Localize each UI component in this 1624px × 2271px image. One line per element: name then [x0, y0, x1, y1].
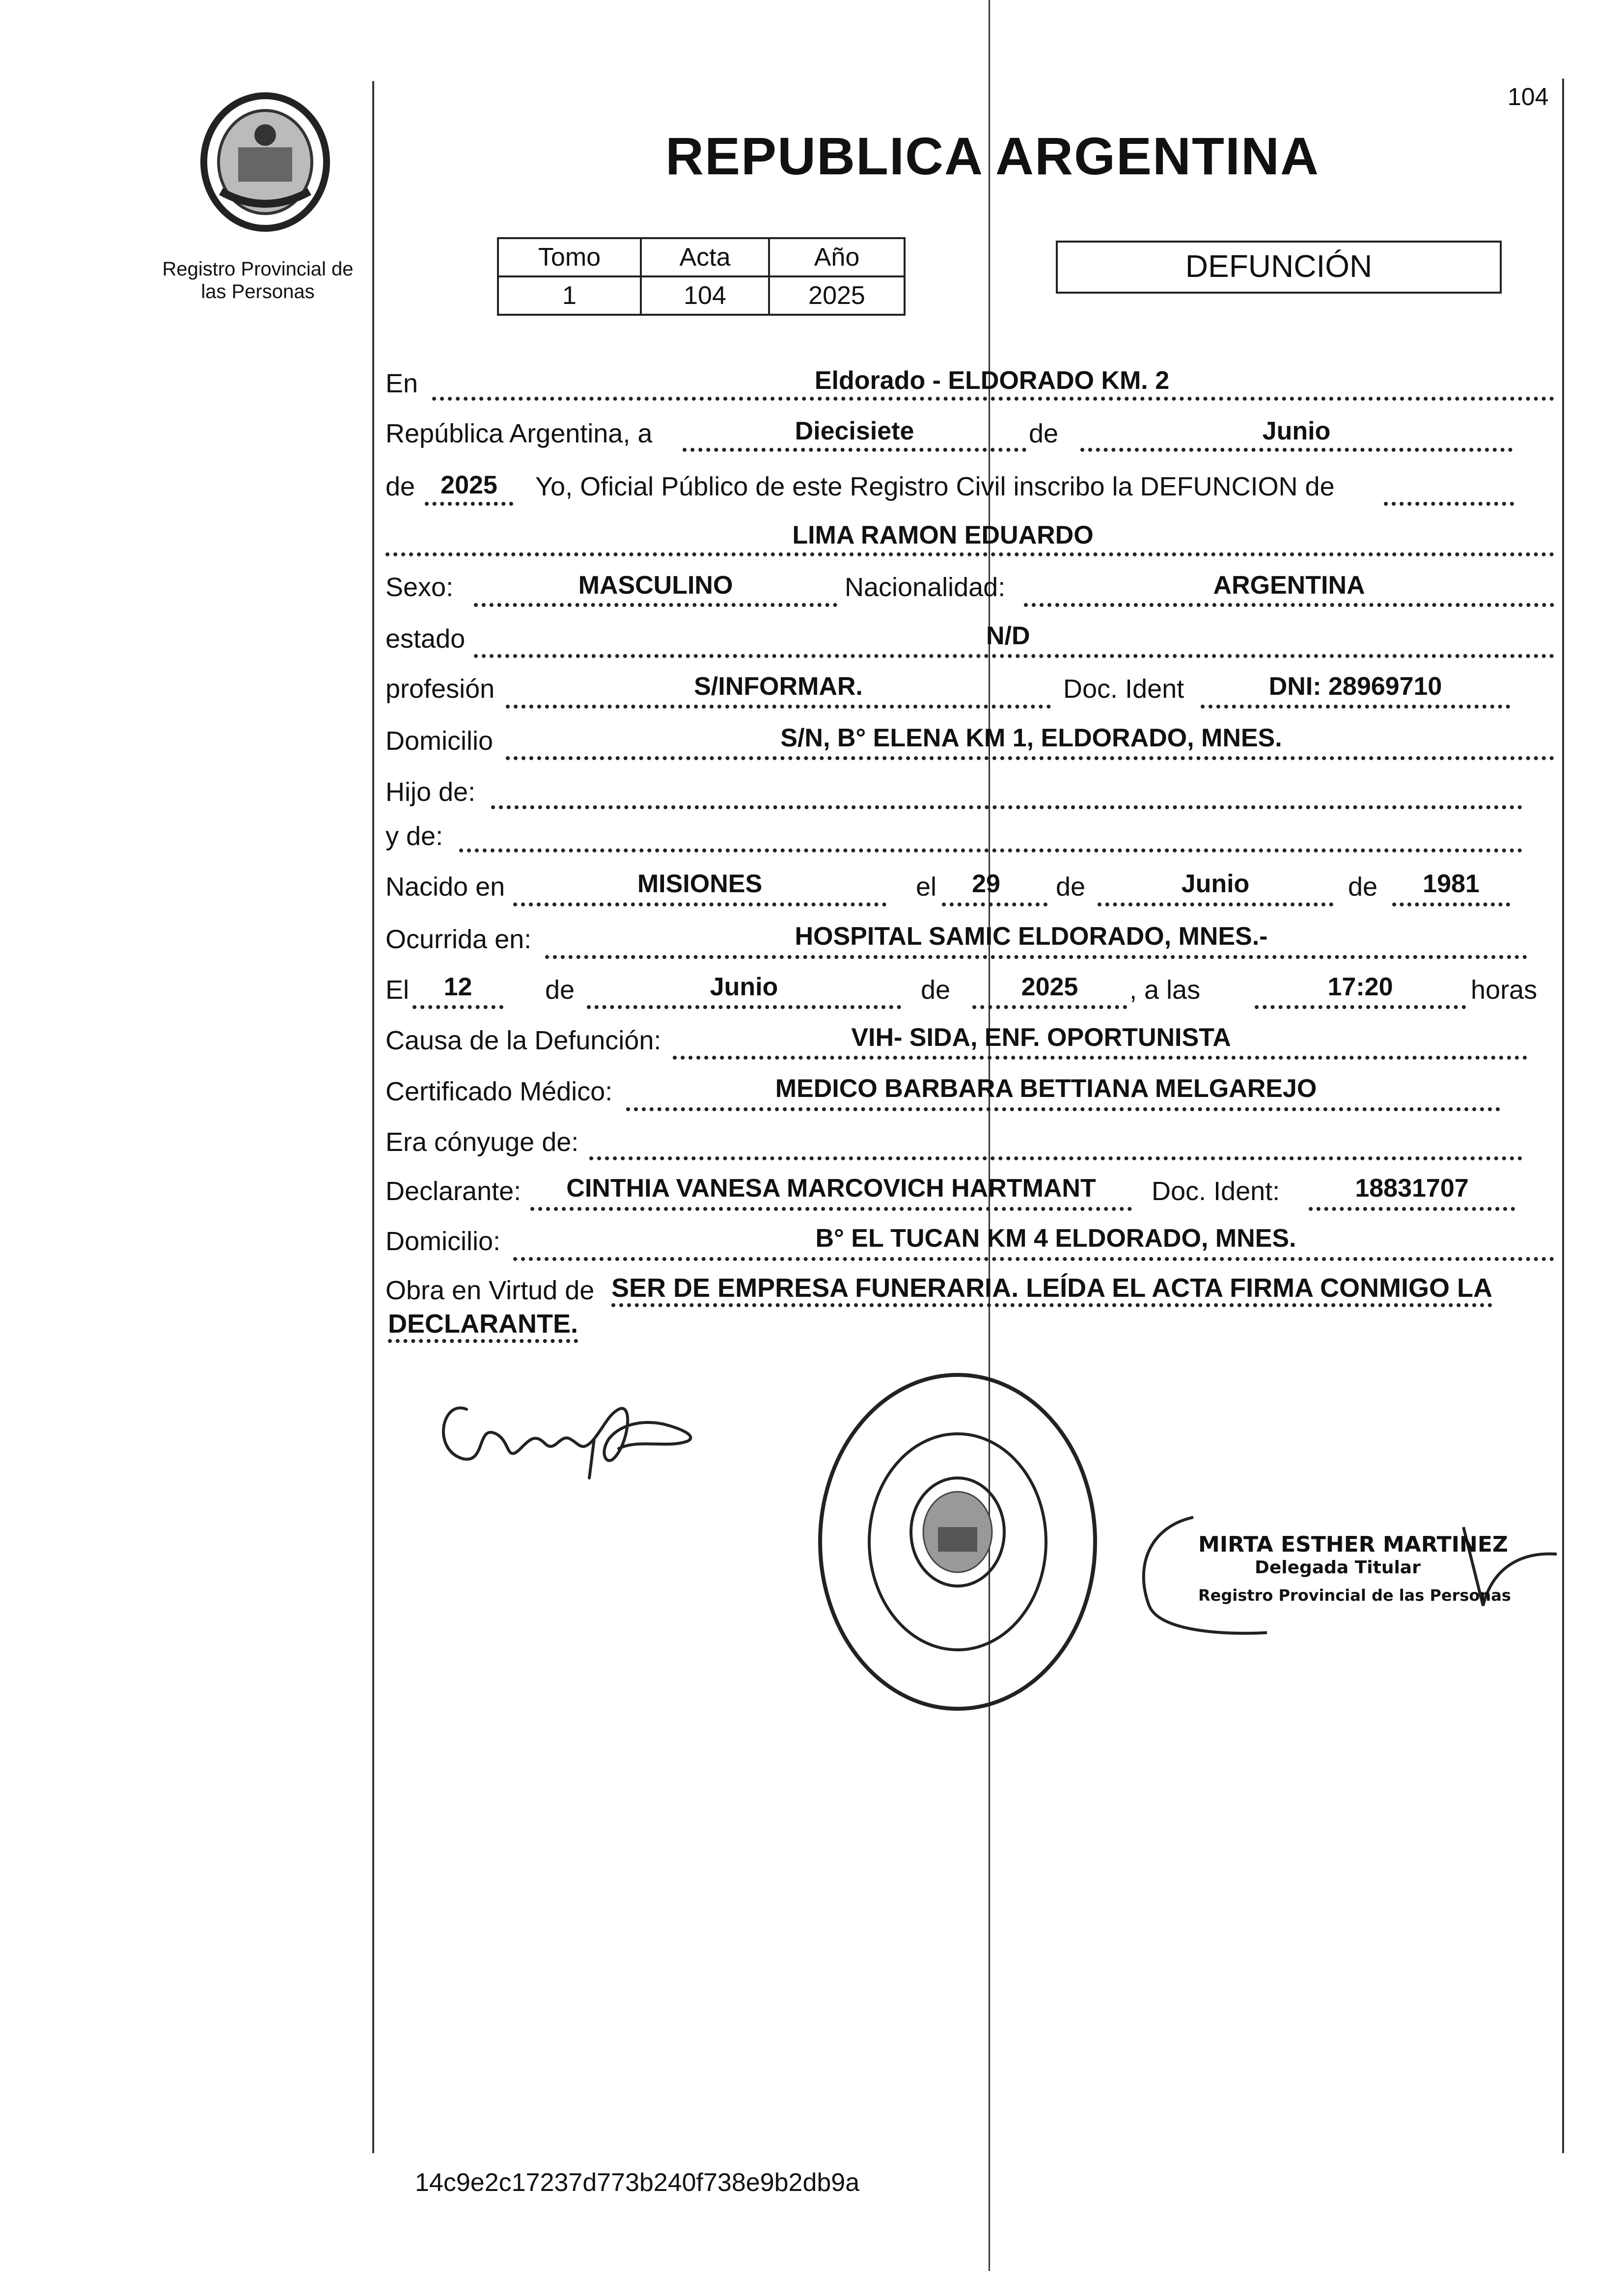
underline-nombre [385, 552, 1554, 556]
nacido-dia-value: 29 [972, 870, 1000, 898]
label-en: En [385, 369, 418, 398]
underline-nacido-dia [942, 903, 1047, 906]
underline-hora [1255, 1005, 1466, 1009]
label-el-cap: El [385, 975, 410, 1005]
provincial-seal-logo [192, 88, 339, 236]
delegate-office: Registro Provincial de las Personas [1198, 1586, 1511, 1605]
label-conyuge: Era cónyuge de: [385, 1127, 579, 1157]
delegate-name: MIRTA ESTHER MARTINEZ [1198, 1532, 1508, 1557]
label-de-1: de [1029, 419, 1059, 448]
estado-value: N/D [986, 622, 1030, 650]
underline-ocurrida-en [545, 955, 1527, 959]
label-horas: horas [1471, 975, 1538, 1005]
label-yo: Yo, Oficial Público de este Registro Civil inscribo la DEFUNCION de [535, 472, 1335, 501]
underline-estado [474, 654, 1554, 658]
label-republica: República Argentina, a [385, 419, 653, 448]
delegate-role: Delegada Titular [1255, 1558, 1421, 1578]
record-reference-table [497, 237, 906, 316]
underline-dia [683, 448, 1026, 452]
document-hash: 14c9e2c17237d773b240f738e9b2db9a [415, 2168, 860, 2197]
anio-value: 2025 [769, 276, 905, 315]
tomo-value: 1 [498, 276, 641, 315]
label-nacido-en: Nacido en [385, 872, 505, 902]
certificado-value: MEDICO BARBARA BETTIANA MELGAREJO [775, 1074, 1317, 1103]
declarante-domicilio-value: B° EL TUCAN KM 4 ELDORADO, MNES. [815, 1224, 1296, 1253]
label-estado: estado [385, 624, 466, 654]
obra-line-1: SER DE EMPRESA FUNERARIA. LEÍDA EL ACTA FIRMA CONMIGO LA [611, 1273, 1492, 1307]
fallec-mes-value: Junio [710, 973, 778, 1001]
label-de-4: de [1348, 872, 1378, 902]
record-type-box: DEFUNCIÓN [1056, 241, 1502, 294]
label-doc-ident-2: Doc. Ident: [1152, 1177, 1280, 1206]
sexo-value: MASCULINO [578, 571, 733, 600]
label-de-6: de [921, 975, 951, 1005]
acta-value: 104 [641, 276, 769, 315]
underline-doc-ident [1201, 705, 1510, 709]
nacido-en-value: MISIONES [637, 870, 763, 898]
tomo-header: Tomo [498, 238, 641, 276]
label-certificado: Certificado Médico: [385, 1077, 613, 1106]
label-hijo-de: Hijo de: [385, 777, 476, 807]
label-domicilio: Domicilio [385, 726, 494, 756]
lugar-value: Eldorado - ELDORADO KM. 2 [814, 366, 1170, 395]
label-causa: Causa de la Defunción: [385, 1026, 661, 1055]
nacido-anio-value: 1981 [1423, 870, 1480, 898]
ocurrida-en-value: HOSPITAL SAMIC ELDORADO, MNES.- [795, 922, 1268, 951]
dia-value: Diecisiete [795, 417, 914, 445]
underline-domicilio [506, 756, 1554, 760]
underline-y-de [459, 848, 1522, 852]
underline-anio [425, 502, 513, 506]
anio-header: Año [769, 238, 905, 276]
mes-value: Junio [1262, 417, 1331, 445]
domicilio-value: S/N, B° ELENA KM 1, ELDORADO, MNES. [780, 724, 1282, 752]
fallec-dia-value: 12 [443, 973, 472, 1001]
document-title: REPUBLICA ARGENTINA [665, 126, 1320, 186]
underline-fallec-anio [972, 1005, 1127, 1009]
delegate-stamp [1129, 1507, 1562, 1645]
label-declarante: Declarante: [385, 1177, 522, 1206]
page-number: 104 [1508, 83, 1549, 110]
acta-header: Acta [641, 238, 769, 276]
label-doc-ident: Doc. Ident [1063, 674, 1184, 704]
underline-lugar [432, 397, 1554, 401]
left-margin-rule [372, 81, 374, 2153]
underline-causa [673, 1056, 1527, 1060]
label-a-las: , a las [1129, 975, 1201, 1005]
underline-declarante [530, 1207, 1132, 1211]
underline-conyuge [589, 1156, 1522, 1160]
logo-caption: Registro Provincial de las Personas [162, 258, 354, 302]
declarante-value: CINTHIA VANESA MARCOVICH HARTMANT [566, 1174, 1096, 1203]
underline-declarante-doc [1309, 1207, 1515, 1211]
registry-stamp [810, 1365, 1105, 1719]
anio-value: 2025 [440, 471, 497, 499]
underline-profesion [506, 705, 1051, 709]
label-profesion: profesión [385, 674, 495, 704]
profesion-value: S/INFORMAR. [694, 672, 863, 701]
underline-domicilio-2 [513, 1257, 1554, 1261]
declarante-doc-value: 18831707 [1355, 1174, 1469, 1203]
underline-sexo [474, 603, 837, 607]
center-fold-line [989, 0, 990, 2271]
causa-value: VIH- SIDA, ENF. OPORTUNISTA [851, 1023, 1231, 1052]
label-el: el [916, 872, 937, 902]
label-obra: Obra en Virtud de [385, 1276, 595, 1305]
underline-nacido-mes [1098, 903, 1333, 906]
underline-nacido-anio [1392, 903, 1510, 906]
label-de-3: de [1056, 872, 1086, 902]
obra-line-2: DECLARANTE. [388, 1309, 578, 1343]
underline-yo-end [1384, 502, 1514, 506]
label-y-de: y de: [385, 821, 443, 851]
label-nacionalidad: Nacionalidad: [845, 573, 1006, 602]
underline-mes [1080, 448, 1513, 452]
fallec-anio-value: 2025 [1021, 973, 1078, 1001]
nacionalidad-value: ARGENTINA [1213, 571, 1365, 600]
underline-fallec-mes [587, 1005, 901, 1009]
underline-hijo-de [491, 805, 1522, 809]
label-ocurrida-en: Ocurrida en: [385, 925, 532, 954]
deceased-name: LIMA RAMON EDUARDO [792, 521, 1094, 549]
label-sexo: Sexo: [385, 573, 454, 602]
underline-nacionalidad [1024, 603, 1554, 607]
label-domicilio-2: Domicilio: [385, 1227, 501, 1256]
label-de-5: de [545, 975, 575, 1005]
declarant-signature [432, 1380, 707, 1493]
nacido-mes-value: Junio [1181, 870, 1250, 898]
right-margin-rule [1562, 79, 1564, 2153]
hora-value: 17:20 [1327, 973, 1393, 1001]
underline-certificado [626, 1107, 1500, 1111]
label-de-2: de [385, 472, 415, 501]
doc-ident-value: DNI: 28969710 [1268, 672, 1442, 701]
underline-nacido-en [513, 903, 886, 906]
underline-fallec-dia [413, 1005, 503, 1009]
